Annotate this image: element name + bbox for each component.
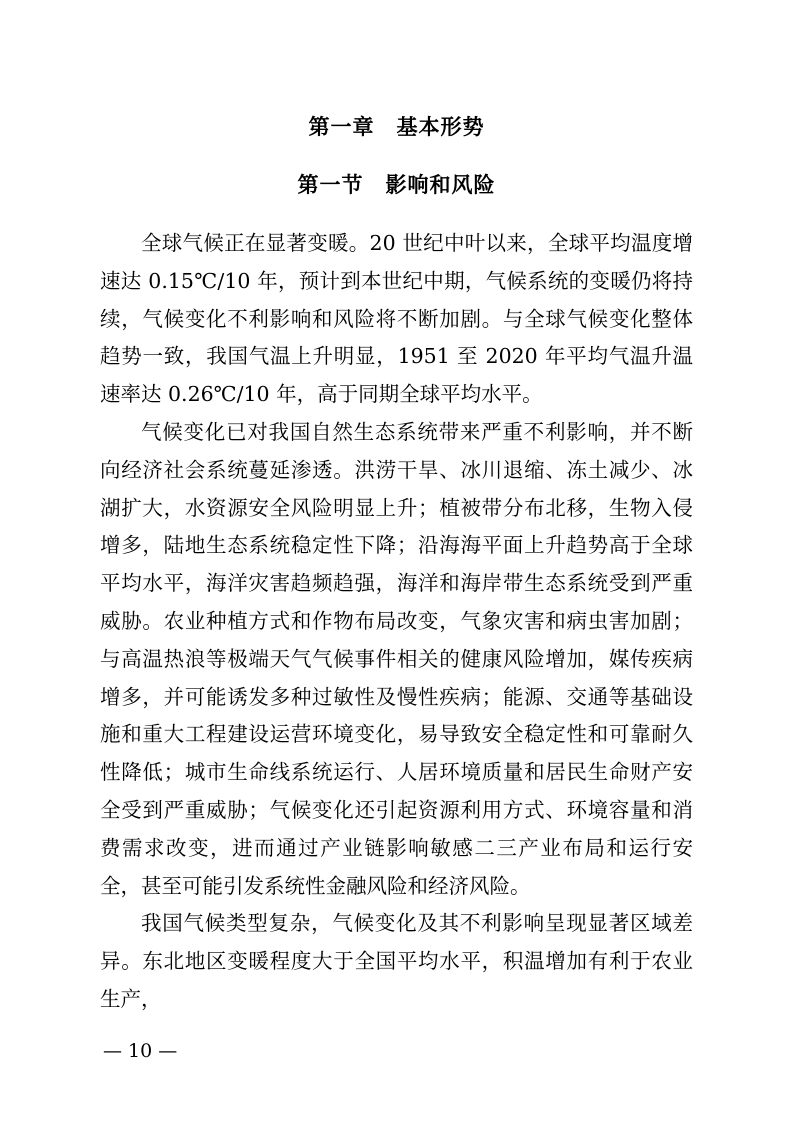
paragraph-1: 全球气候正在显著变暖。20 世纪中叶以来，全球平均温度增速达 0.15℃/10 年，预计到本世纪中期，气候系统的变暖仍将持续，气候变化不利影响和风险将不断加剧。与全球气候变化整体趋势一致，我国气温上升明显，1951 至 2020 年平均气温升温速率达 0.26℃/10 年，高于同期全球平均水平。: [100, 231, 693, 407]
chapter-title: 第一章 基本形势: [308, 115, 485, 139]
body-text: [100, 225, 693, 1019]
section-title: 第一节 影响和风险: [297, 173, 496, 197]
paragraph-3: 我国气候类型复杂，气候变化及其不利影响呈现显著区域差异。东北地区变暖程度大于全国平均水平，积温增加有利于农业生产，: [100, 911, 693, 1011]
paragraph-2: 气候变化已对我国自然生态系统带来严重不利影响，并不断向经济社会系统蔓延渗透。洪涝干旱、冰川退缩、冻土减少、冰湖扩大，水资源安全风险明显上升；植被带分布北移，生物入侵增多，陆地生态系统稳定性下降；沿海海平面上升趋势高于全球平均水平，海洋灾害趋频趋强，海洋和海岸带生态系统受到严重威胁。农业种植方式和作物布局改变，气象灾害和病虫害加剧；与高温热浪等极端天气气候事件相关的健康风险增加，媒传疾病增多，并可能诱发多种过敏性及慢性疾病；能源、交通等基础设施和重大工程建设运营环境变化，易导致安全稳定性和可靠耐久性降低；城市生命线系统运行、人居环境质量和居民生命财产安全受到严重威胁；气候变化还引起资源利用方式、环境容量和消费需求改变，进而通过产业链影响敏感二三产业布局和运行安全，甚至可能引发系统性金融风险和经济风险。: [100, 419, 693, 898]
page-number: — 10 —: [103, 1040, 178, 1062]
